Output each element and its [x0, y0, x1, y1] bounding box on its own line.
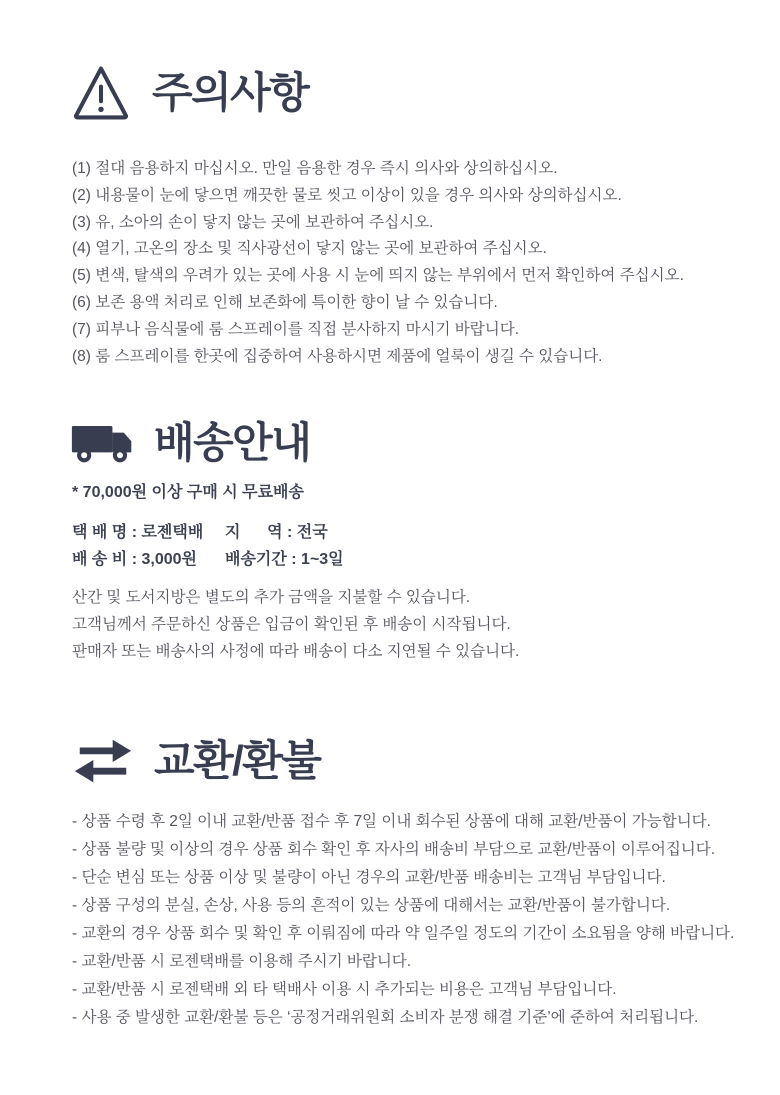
list-item: (5) 변색, 탈색의 우려가 있는 곳에 사용 시 눈에 띄지 않는 부위에서 먼저 확인하여 주십시오.: [72, 267, 684, 285]
precautions-title: 주의사항: [152, 69, 309, 116]
free-shipping-note: * 70,000원 이상 구매 시 무료배송: [72, 484, 304, 502]
courier-name: 택 배 명 : 로젠택배: [72, 524, 204, 542]
list-item: - 교환의 경우 상품 회수 및 확인 후 이뤄짐에 따라 약 일주일 정도의 기간이 소요됨을 양해 바랍니다.: [72, 925, 735, 943]
section-shipping: [0, 417, 780, 665]
list-item: - 상품 불량 및 이상의 경우 상품 회수 확인 후 자사의 배송비 부담으로 교환/반품이 이루어집니다.: [72, 841, 716, 859]
list-item: - 교환/반품 시 로젠택배 외 타 택배사 이용 시 추가되는 비용은 고객님 부담입니다.: [72, 981, 617, 999]
shipping-title: 배송안내: [154, 419, 311, 467]
section-precautions: [0, 0, 780, 370]
list-item: (6) 보존 용액 처리로 인해 보존화에 특이한 향이 날 수 있습니다.: [72, 293, 498, 311]
list-item: (1) 절대 음용하지 마십시오. 만일 음용한 경우 즉시 의사와 상의하십시오.: [72, 160, 558, 177]
shipping-region: 지 역 : 전국: [225, 524, 328, 542]
warning-triangle-icon: [72, 62, 130, 124]
list-item: 판매자 또는 배송사의 사정에 따라 배송이 다소 지연될 수 있습니다.: [72, 643, 520, 661]
shipping-info-row: [72, 519, 770, 546]
list-item: - 상품 구성의 분실, 손상, 사용 등의 흔적이 있는 상품에 대해서는 교환/반품이 불가합니다.: [72, 897, 671, 915]
section-exchange: [0, 736, 780, 1032]
exchange-title: 교환/환불: [154, 737, 321, 785]
shipping-notes-list: [72, 584, 770, 665]
shipping-duration: 배송기간 : 1~3일: [225, 551, 344, 569]
list-item: - 사용 중 발생한 교환/환불 등은 ‘공정거래위원회 소비자 분쟁 해결 기준’에 준하여 처리됩니다.: [72, 1009, 699, 1027]
list-item: (2) 내용물이 눈에 닿으면 깨끗한 물로 씻고 이상이 있을 경우 의사와 상의하십시오.: [72, 186, 622, 204]
list-item: (7) 피부나 음식물에 룸 스프레이를 직접 분사하지 마시기 바랍니다.: [72, 320, 520, 338]
exchange-arrows-icon: [72, 736, 134, 786]
exchange-list: [72, 808, 770, 1032]
list-item: 산간 및 도서지방은 별도의 추가 금액을 지불할 수 있습니다.: [72, 589, 471, 607]
exchange-header: [72, 736, 770, 786]
shipping-info-table: [72, 519, 770, 573]
precautions-list: [72, 156, 770, 370]
list-item: - 교환/반품 시 로젠택배를 이용해 주시기 바랍니다.: [72, 953, 412, 971]
truck-icon: [70, 417, 136, 469]
list-item: 고객님께서 주문하신 상품은 입금이 확인된 후 배송이 시작됩니다.: [72, 616, 511, 634]
shipping-fee: 배 송 비 : 3,000원: [72, 551, 197, 569]
precautions-header: [72, 62, 770, 124]
list-item: - 단순 변심 또는 상품 이상 및 불량이 아닌 경우의 교환/반품 배송비는 고객님 부담입니다.: [72, 869, 666, 887]
shipping-info-row: [72, 546, 770, 573]
list-item: (3) 유, 소아의 손이 닿지 않는 곳에 보관하여 주십시오.: [72, 213, 434, 231]
list-item: (8) 룸 스프레이를 한곳에 집중하여 사용하시면 제품에 얼룩이 생길 수 있습니다.: [72, 347, 603, 365]
list-item: - 상품 수령 후 2일 이내 교환/반품 접수 후 7일 이내 회수된 상품에 대해 교환/반품이 가능합니다.: [72, 813, 711, 831]
list-item: (4) 열기, 고온의 장소 및 직사광선이 닿지 않는 곳에 보관하여 주십시오.: [72, 240, 547, 258]
shipping-header: [72, 417, 770, 469]
